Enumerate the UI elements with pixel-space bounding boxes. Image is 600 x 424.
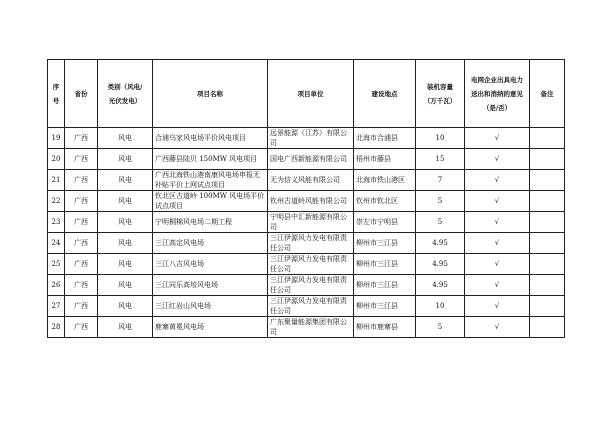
header-category: 类别（风电/ 光伏发电） — [98, 60, 153, 128]
cell-seq: 27 — [48, 296, 65, 317]
table-header-row — [48, 60, 565, 128]
cell-province: 广西 — [65, 128, 98, 149]
cell-category: 风电 — [98, 212, 153, 233]
cell-remark — [530, 317, 565, 338]
cell-capacity: 7 — [416, 170, 465, 191]
cell-project-unit: 国电广西新能源有限公司 — [268, 149, 354, 170]
cell-province: 广西 — [65, 233, 98, 254]
cell-project-unit: 三江伊源风力发电有限责任公司 — [268, 254, 354, 275]
cell-category: 风电 — [98, 233, 153, 254]
cell-location: 北海市合浦县 — [354, 128, 416, 149]
cell-grid-opinion: √ — [465, 233, 530, 254]
cell-seq: 20 — [48, 149, 65, 170]
table-row — [48, 128, 565, 149]
cell-location: 柳州市三江县 — [354, 254, 416, 275]
cell-grid-opinion: √ — [465, 254, 530, 275]
cell-grid-opinion: √ — [465, 317, 530, 338]
cell-location: 柳州市三江县 — [354, 296, 416, 317]
cell-province: 广西 — [65, 254, 98, 275]
cell-grid-opinion: √ — [465, 212, 530, 233]
table-row — [48, 170, 565, 191]
cell-category: 风电 — [98, 170, 153, 191]
cell-grid-opinion: √ — [465, 128, 530, 149]
cell-seq: 24 — [48, 233, 65, 254]
cell-province: 广西 — [65, 317, 98, 338]
header-grid-opinion: 电网企业出具电力 送出和消纳的意见 （是/否） — [465, 60, 530, 128]
cell-project-name: 三江红岩山风电场 — [153, 296, 268, 317]
table-row — [48, 317, 565, 338]
cell-capacity: 5 — [416, 191, 465, 212]
table-row — [48, 212, 565, 233]
cell-province: 广西 — [65, 170, 98, 191]
cell-remark — [530, 212, 565, 233]
cell-capacity: 10 — [416, 296, 465, 317]
cell-seq: 22 — [48, 191, 65, 212]
cell-remark — [530, 254, 565, 275]
cell-project-name: 三江八吉风电场 — [153, 254, 268, 275]
cell-seq: 21 — [48, 170, 65, 191]
cell-remark — [530, 170, 565, 191]
cell-project-unit: 无为信义风能有限公司 — [268, 170, 354, 191]
cell-seq: 23 — [48, 212, 65, 233]
cell-capacity: 4.95 — [416, 233, 465, 254]
cell-project-unit: 三江伊源风力发电有限责任公司 — [268, 233, 354, 254]
cell-category: 风电 — [98, 296, 153, 317]
table-row — [48, 191, 565, 212]
cell-province: 广西 — [65, 275, 98, 296]
header-location: 建设地点 — [354, 60, 416, 128]
project-table — [47, 59, 565, 338]
cell-seq: 26 — [48, 275, 65, 296]
cell-location: 柳州市三江县 — [354, 233, 416, 254]
cell-project-name: 广西北海铁山港南康风电场申报无补贴平价上网试点项目 — [153, 170, 268, 191]
cell-remark — [530, 275, 565, 296]
table-row — [48, 275, 565, 296]
cell-capacity: 10 — [416, 128, 465, 149]
cell-seq: 25 — [48, 254, 65, 275]
table-row — [48, 233, 565, 254]
cell-location: 柳州市鹿寨县 — [354, 317, 416, 338]
cell-remark — [530, 149, 565, 170]
cell-category: 风电 — [98, 317, 153, 338]
cell-seq: 19 — [48, 128, 65, 149]
cell-seq: 28 — [48, 317, 65, 338]
cell-grid-opinion: √ — [465, 170, 530, 191]
header-seq: 序 号 — [48, 60, 65, 128]
cell-project-name: 合浦乌家风电场平价风电项目 — [153, 128, 268, 149]
cell-location: 柳州市三江县 — [354, 275, 416, 296]
cell-remark — [530, 296, 565, 317]
cell-capacity: 4.95 — [416, 275, 465, 296]
cell-province: 广西 — [65, 212, 98, 233]
cell-project-unit: 三江伊源风力发电有限责任公司 — [268, 296, 354, 317]
cell-grid-opinion: √ — [465, 191, 530, 212]
cell-capacity: 15 — [416, 149, 465, 170]
cell-remark — [530, 191, 565, 212]
header-project-unit: 项目单位 — [268, 60, 354, 128]
table-row — [48, 254, 565, 275]
cell-project-name: 广西藤县陆贝 150MW 风电项目 — [153, 149, 268, 170]
cell-grid-opinion: √ — [465, 149, 530, 170]
cell-category: 风电 — [98, 149, 153, 170]
cell-category: 风电 — [98, 128, 153, 149]
cell-project-unit: 三江伊源风力发电有限责任公司 — [268, 275, 354, 296]
table-row — [48, 149, 565, 170]
header-project-name: 项目名称 — [153, 60, 268, 128]
cell-location: 崇左市宁明县 — [354, 212, 416, 233]
cell-grid-opinion: √ — [465, 275, 530, 296]
cell-remark — [530, 128, 565, 149]
cell-project-unit: 钦州古道岭风能有限公司 — [268, 191, 354, 212]
cell-category: 风电 — [98, 191, 153, 212]
table-body — [48, 128, 565, 338]
cell-grid-opinion: √ — [465, 296, 530, 317]
cell-project-name: 三江同乐高培风电场 — [153, 275, 268, 296]
cell-project-name: 鹿寨黄冕风电场 — [153, 317, 268, 338]
header-capacity: 装机容量 （万千瓦） — [416, 60, 465, 128]
cell-project-unit: 广东聚量能源集团有限公司 — [268, 317, 354, 338]
cell-category: 风电 — [98, 275, 153, 296]
cell-project-name: 钦北区古道岭 100MW 风电场平价试点项目 — [153, 191, 268, 212]
cell-capacity: 4.95 — [416, 254, 465, 275]
cell-project-unit: 宁明县中汇新能源有限公司 — [268, 212, 354, 233]
cell-category: 风电 — [98, 254, 153, 275]
cell-location: 钦州市钦北区 — [354, 191, 416, 212]
cell-remark — [530, 233, 565, 254]
cell-province: 广西 — [65, 296, 98, 317]
cell-project-name: 宁明桐棉风电场二期工程 — [153, 212, 268, 233]
cell-province: 广西 — [65, 191, 98, 212]
header-province: 省份 — [65, 60, 98, 128]
cell-province: 广西 — [65, 149, 98, 170]
cell-capacity: 5 — [416, 317, 465, 338]
header-remark: 备注 — [530, 60, 565, 128]
table-row — [48, 296, 565, 317]
cell-capacity: 5 — [416, 212, 465, 233]
cell-location: 北海市铁山港区 — [354, 170, 416, 191]
cell-project-unit: 远景能源（江苏）有限公司 — [268, 128, 354, 149]
cell-location: 梧州市藤县 — [354, 149, 416, 170]
cell-project-name: 三江高定风电场 — [153, 233, 268, 254]
